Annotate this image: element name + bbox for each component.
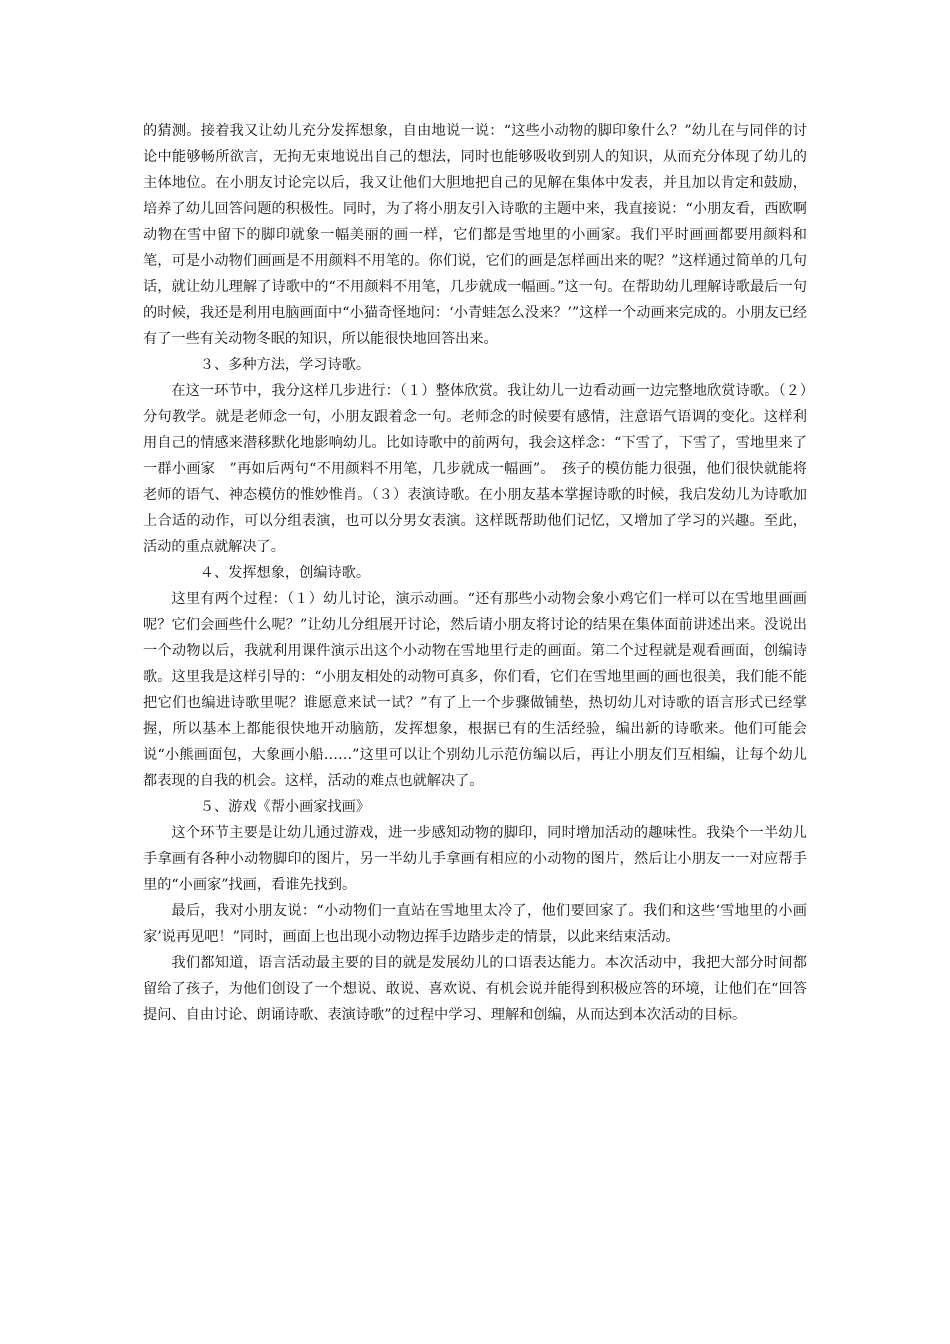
section-heading-5: ５、游戏《帮小画家找画》 (199, 799, 371, 815)
section-heading-4: ４、发挥想象，创编诗歌。 (199, 565, 371, 581)
section-heading-3: ３、多种方法，学习诗歌。 (199, 357, 371, 373)
document-body (143, 118, 807, 1028)
paragraph-ending: 最后，我对小朋友说：“小动物们一直站在雪地里太冷了，他们要回家了。我们和这些‘雪地里的小画家’说再见吧！”同时，画面上也出现小动物边挥手边踏步走的情景，以此来结束活动。 (143, 903, 807, 945)
paragraph-continuation: 的猜测。接着我又让幼儿充分发挥想象，自由地说一说：“这些小动物的脚印象什么？”幼儿在与同伴的讨论中能够畅所欲言，无拘无束地说出自己的想法，同时也能够吸收到别人的知识，从而充分体现了幼儿的主体地位。在小朋友讨论完以后，我又让他们大胆地把自己的见解在集体中发表，并且加以肯定和鼓励，培养了幼儿回答问题的积极性。同时，为了将小朋友引入诗歌的主题中来，我直接说：“小朋友看，西欧啊动物在雪中留下的脚印就象一幅美丽的画一样，它们都是雪地里的小画家。我们平时画画都要用颜料和笔，可是小动物们画画是不用颜料不用笔的。你们说，它们的画是怎样画出来的呢？”这样通过简单的几句话，就让幼儿理解了诗歌中的“不用颜料不用笔，几步就成一幅画。”这一句。在帮助幼儿理解诗歌最后一句的时候，我还是利用电脑画面中“小猫奇怪地问：‘小青蛙怎么没来？’”这样一个动画来完成的。小朋友已经有了一些有关动物冬眠的知识，所以能很快地回答出来。 (143, 123, 807, 347)
paragraph-create-poem: 这里有两个过程：（１）幼儿讨论，演示动画。“还有那些小动物会象小鸡它们一样可以在雪地里画画呢？它们会画些什么呢？”让幼儿分组展开讨论，然后请小朋友将讨论的结果在集体面前讲述出来。没说出一个动物以后，我就利用课件演示出这个小动物在雪地里行走的画面。第二个过程就是观看画面，创编诗歌。这里我是这样引导的：“小朋友相处的动物可真多，你们看，它们在雪地里画的画也很美，我们能不能把它们也编进诗歌里呢？谁愿意来试一试？”有了上一个步骤做铺垫，热切幼儿对诗歌的语言形式已经掌握，所以基本上都能很快地开动脑筋，发挥想象，根据已有的生活经验，编出新的诗歌来。他们可能会说“小熊画面包，大象画小船……”这里可以让个别幼儿示范仿编以后，再让小朋友们互相编，让每个幼儿都表现的自我的机会。这样，活动的难点也就解决了。 (143, 591, 807, 789)
paragraph-summary: 我们都知道，语言活动最主要的目的就是发展幼儿的口语表达能力。本次活动中，我把大部分时间都留给了孩子，为他们创设了一个想说、敢说、喜欢说、有机会说并能得到积极应答的环境，让他们在“回答提问、自由讨论、朗诵诗歌、表演诗歌”的过程中学习、理解和创编，从而达到本次活动的目标。 (143, 955, 807, 1023)
paragraph-game: 这个环节主要是让幼儿通过游戏，进一步感知动物的脚印，同时增加活动的趣味性。我染个一半幼儿手拿画有各种小动物脚印的图片，另一半幼儿手拿画有相应的小动物的图片，然后让小朋友一一对应帮手里的“小画家”找画，看谁先找到。 (143, 825, 807, 893)
paragraph-learn-poem: 在这一环节中，我分这样几步进行：（１）整体欣赏。我让幼儿一边看动画一边完整地欣赏诗歌。（２）分句教学。就是老师念一句，小朋友跟着念一句。老师念的时候要有感情，注意语气语调的变化。这样利用自己的情感来潜移默化地影响幼儿。比如诗歌中的前两句，我会这样念：“下雪了，下雪了，雪地里来了一群小画家 ”再如后两句“不用颜料不用笔，几步就成一幅画”。 孩子的模仿能力很强，他们很快就能将老师的语气、神态模仿的惟妙惟肖。（３）表演诗歌。在小朋友基本掌握诗歌的时候，我启发幼儿为诗歌加上合适的动作，可以分组表演，也可以分男女表演。这样既帮助他们记忆，又增加了学习的兴趣。至此，活动的重点就解决了。 (143, 383, 807, 555)
